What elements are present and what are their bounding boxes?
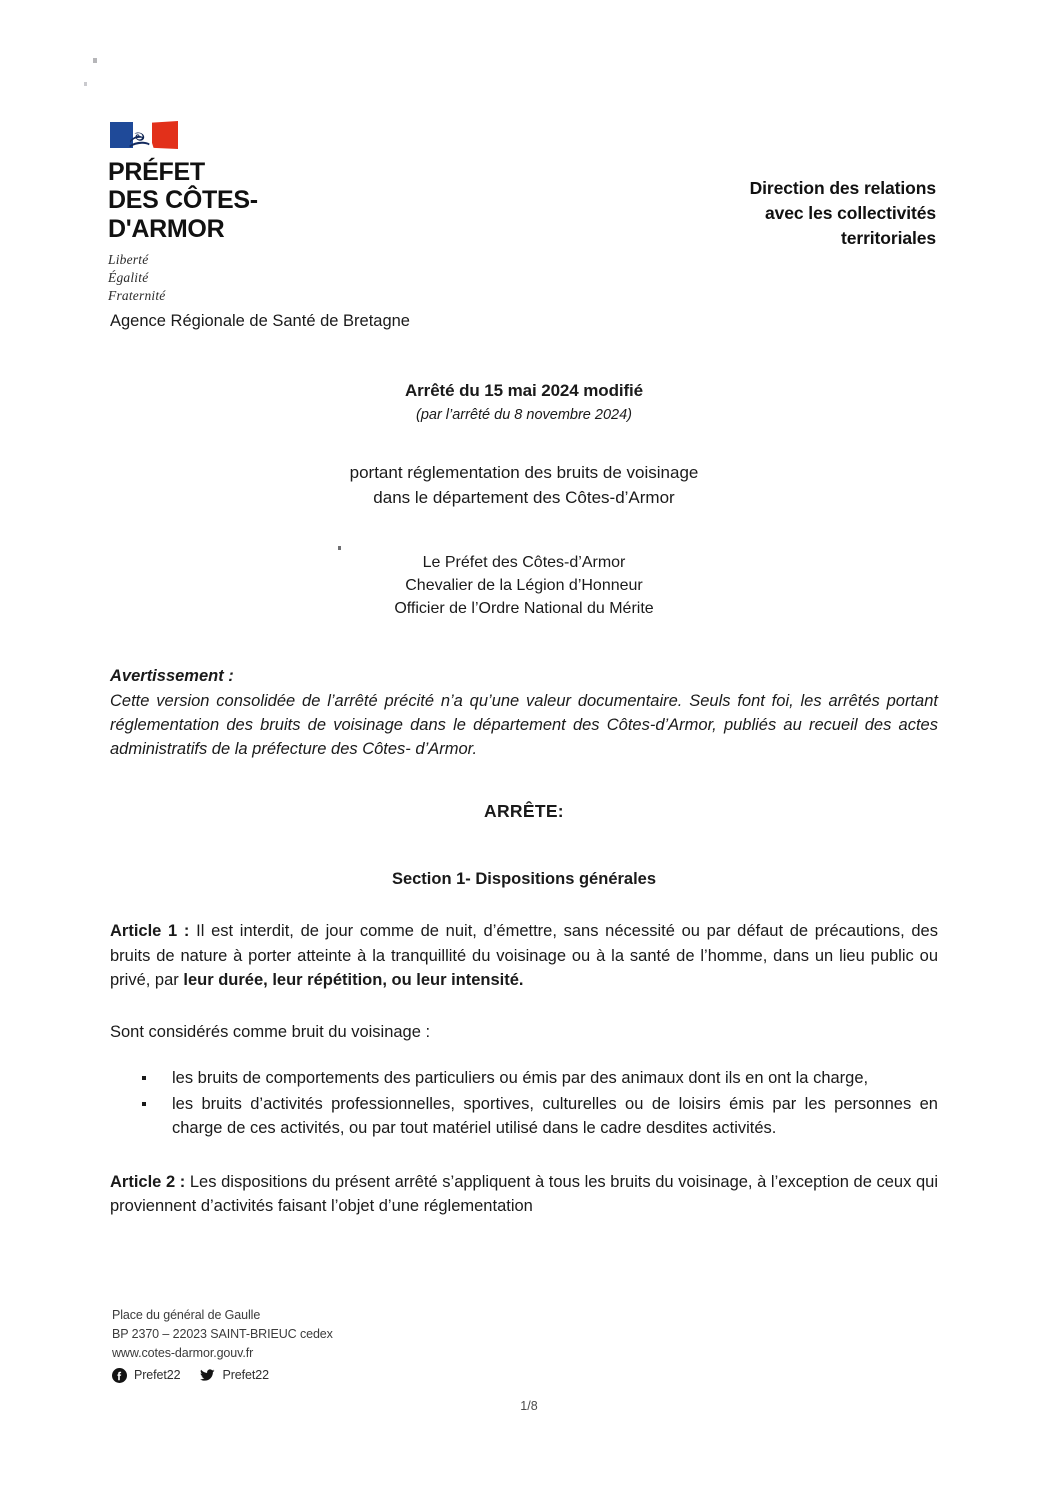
article-2-text: Les dispositions du présent arrêté s’appliquent à tous les bruits du voisinage, à l’exception de ceux qui proviennent d’activités faisant l’objet d’une réglementation: [110, 1172, 938, 1216]
footer-address-line1: Place du général de Gaulle: [112, 1308, 261, 1322]
prefecture-title-line2: DES CÔTES-: [108, 186, 258, 215]
article-1-paragraph: [110, 919, 938, 991]
list-lead-in: Sont considérés comme bruit du voisinage :: [110, 1022, 431, 1041]
article-1-label: Article 1 :: [110, 922, 190, 941]
scan-artifact: [338, 546, 341, 550]
enacting-keyword: ARRÊTE:: [484, 801, 564, 822]
motto-liberte: Liberté: [108, 251, 149, 267]
document-body: [110, 0, 938, 1235]
signatory-titles: [110, 552, 938, 620]
signatory-line2: Chevalier de la Légion d’Honneur: [405, 577, 643, 594]
page-footer: [112, 1306, 333, 1385]
twitter-icon: [200, 1368, 215, 1383]
scan-artifact: [93, 58, 97, 63]
article-2-label: Article 2 :: [110, 1172, 186, 1191]
addressee: Agence Régionale de Santé de Bretagne: [110, 312, 410, 330]
list-item: les bruits de comportements des particuliers ou émis par des animaux dont ils en ont la charge,: [110, 1066, 938, 1090]
prefecture-title-line1: PRÉFET: [108, 158, 205, 186]
warning-text: Cette version consolidée de l’arrêté précité n’a qu’une valeur documentaire. Seuls font foi, les arrêtés portant réglementation des bruits de voisinage dans le département des Côtes-d’Armor, publiés au recueil des actes administratifs de la préfecture des Côtes- d’Armor.: [110, 691, 938, 759]
motto-fraternite: Fraternité: [108, 287, 166, 303]
article-1-emphasis: leur durée, leur répétition, ou leur intensité.: [183, 970, 524, 989]
document-title: Arrêté du 15 mai 2024 modifié: [404, 381, 644, 400]
article-1-text: Il est interdit, de jour comme de nuit, d’émettre, sans nécessité ou par défaut de précautions, des bruits de nature à porter atteinte à la tranquillité du voisinage ou à la santé de l’homme, dans un lieu public ou privé, par: [110, 922, 938, 989]
issuing-department-line2: avec les collectivités: [765, 202, 936, 223]
signatory-line1: Le Préfet des Côtes-d’Armor: [422, 554, 626, 572]
signatory-line3: Officier de l’Ordre National du Mérite: [394, 599, 654, 617]
twitter-handle: Prefet22: [222, 1368, 269, 1382]
list-item: les bruits d’activités professionnelles, sportives, culturelles ou de loisirs émis par les personnes en charge de ces activités, ou par tout matériel utilisé dans le cadre desdites activités.: [110, 1092, 938, 1140]
issuing-department-line3: territoriales: [841, 227, 936, 248]
footer-address-line2: BP 2370 – 22023 SAINT-BRIEUC cedex: [112, 1327, 333, 1341]
facebook-icon: [112, 1368, 127, 1383]
document-object-line2: dans le département des Côtes-d’Armor: [373, 487, 675, 507]
footer-website[interactable]: www.cotes-darmor.gouv.fr: [112, 1346, 254, 1360]
article-2-paragraph: [110, 1170, 938, 1218]
warning-notice: [110, 664, 938, 761]
issuing-department-line1: Direction des relations: [749, 178, 936, 198]
noise-categories-list: [110, 1066, 938, 1140]
motto-egalite: Égalité: [108, 269, 149, 285]
footer-social-links: [112, 1366, 333, 1385]
scan-artifact: [84, 82, 87, 86]
facebook-link[interactable]: [112, 1366, 180, 1385]
prefecture-title-line3: D'ARMOR: [108, 214, 225, 243]
facebook-handle: Prefet22: [134, 1368, 181, 1382]
document-object: [110, 461, 938, 510]
section-heading: Section 1- Dispositions générales: [391, 870, 657, 889]
warning-label: Avertissement :: [110, 667, 234, 686]
document-object-line1: portant réglementation des bruits de voisinage: [349, 463, 699, 482]
page-number: 1/8: [520, 1399, 538, 1413]
document-modification-note: (par l’arrêté du 8 novembre 2024): [415, 407, 632, 423]
twitter-link[interactable]: [200, 1366, 268, 1385]
